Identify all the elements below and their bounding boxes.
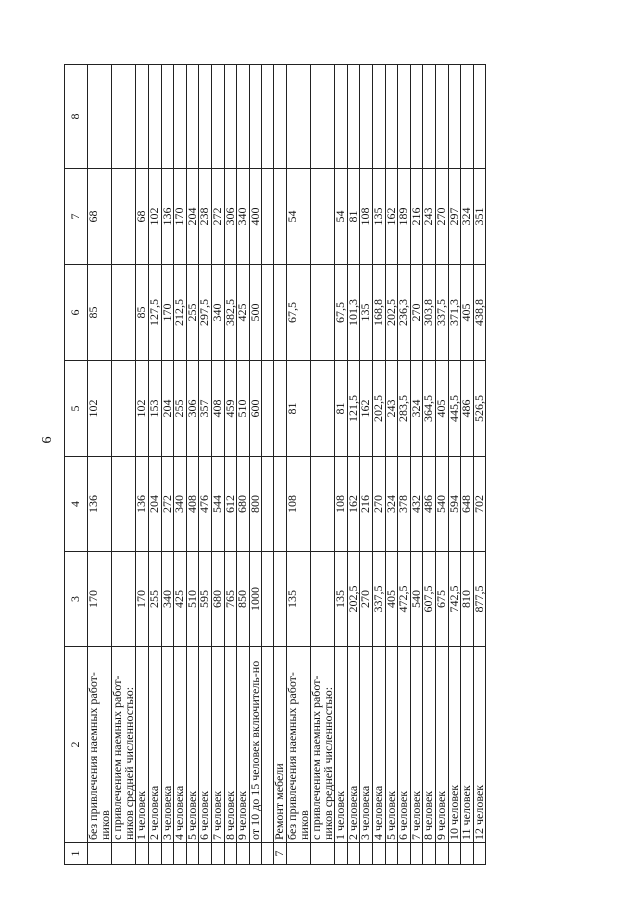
value-cell: 102: [148, 169, 161, 265]
value-cell: 438,8: [473, 265, 486, 361]
table-row: [199, 65, 212, 865]
value-cell: 607,5: [423, 552, 436, 647]
value-cell: 283,5: [398, 361, 411, 457]
value-cell: 68: [136, 169, 149, 265]
value-cell: 121,5: [347, 361, 360, 457]
value-cell: 612: [224, 457, 237, 552]
value-cell: 877,5: [473, 552, 486, 647]
value-cell: [436, 65, 449, 169]
activity-cell: 5 человек: [186, 647, 199, 843]
activity-cell: 12 человек: [473, 647, 486, 843]
value-cell: 648: [461, 457, 474, 552]
value-cell: [311, 265, 335, 361]
table-row: [224, 65, 237, 865]
value-cell: 202,5: [385, 265, 398, 361]
value-cell: 67,5: [335, 265, 348, 361]
spacer-row: [262, 65, 274, 865]
column-header: 4: [65, 457, 88, 552]
activity-cell: 2 человека: [148, 647, 161, 843]
row-number-cell: [335, 843, 348, 865]
table-row: [286, 65, 310, 865]
value-cell: 364,5: [423, 361, 436, 457]
value-cell: [286, 65, 310, 169]
value-cell: 255: [148, 552, 161, 647]
value-cell: [311, 457, 335, 552]
value-cell: 135: [286, 552, 310, 647]
value-cell: 500: [249, 265, 262, 361]
activity-cell: 1 человек: [335, 647, 348, 843]
column-header: 3: [65, 552, 88, 647]
table-row: [249, 65, 262, 865]
row-number-cell: [112, 843, 136, 865]
value-cell: [112, 65, 136, 169]
value-cell: 54: [335, 169, 348, 265]
value-cell: 54: [286, 169, 310, 265]
table-row: [186, 65, 199, 865]
activity-cell: Ремонт мебели: [274, 647, 287, 843]
value-cell: 408: [186, 457, 199, 552]
value-cell: [224, 65, 237, 169]
value-cell: 675: [436, 552, 449, 647]
value-cell: 850: [237, 552, 250, 647]
value-cell: [174, 65, 187, 169]
value-cell: 297: [448, 169, 461, 265]
empty-cell: [262, 457, 274, 552]
value-cell: [112, 361, 136, 457]
table-row: [136, 65, 149, 865]
value-cell: [148, 65, 161, 169]
value-cell: 204: [148, 457, 161, 552]
activity-cell: с привлечением наемных работ-ников средней численностью:: [311, 647, 335, 843]
value-cell: 270: [360, 552, 373, 647]
activity-cell: 7 человек: [211, 647, 224, 843]
column-header: 7: [65, 169, 88, 265]
activity-cell: 2 человека: [347, 647, 360, 843]
table-row: [423, 65, 436, 865]
row-number-cell: [286, 843, 310, 865]
value-cell: 136: [88, 457, 112, 552]
value-cell: 101,3: [347, 265, 360, 361]
value-cell: 544: [211, 457, 224, 552]
value-cell: [186, 65, 199, 169]
activity-cell: 6 человек: [398, 647, 411, 843]
value-cell: 243: [423, 169, 436, 265]
fee-table: [64, 64, 486, 865]
table-row: [436, 65, 449, 865]
page-number: 6: [40, 436, 55, 444]
row-number-cell: [148, 843, 161, 865]
value-cell: 378: [398, 457, 411, 552]
table-row: [398, 65, 411, 865]
row-number-cell: [174, 843, 187, 865]
value-cell: 127,5: [148, 265, 161, 361]
value-cell: [237, 65, 250, 169]
value-cell: 742,5: [448, 552, 461, 647]
value-cell: 526,5: [473, 361, 486, 457]
value-cell: 371,3: [448, 265, 461, 361]
value-cell: 432: [410, 457, 423, 552]
value-cell: 189: [398, 169, 411, 265]
value-cell: 800: [249, 457, 262, 552]
row-number-cell: [410, 843, 423, 865]
table-row: [385, 65, 398, 865]
table-row: [347, 65, 360, 865]
row-number-cell: [423, 843, 436, 865]
value-cell: 297,5: [199, 265, 212, 361]
table-row: [360, 65, 373, 865]
empty-cell: [262, 552, 274, 647]
table-row: [211, 65, 224, 865]
activity-cell: 3 человека: [161, 647, 174, 843]
value-cell: 600: [249, 361, 262, 457]
value-cell: 170: [174, 169, 187, 265]
row-number-cell: [448, 843, 461, 865]
value-cell: [136, 65, 149, 169]
row-number-cell: 7: [274, 843, 287, 865]
value-cell: 337,5: [373, 552, 386, 647]
activity-cell: от 10 до 15 человек включитель-но: [249, 647, 262, 843]
column-header: 6: [65, 265, 88, 361]
value-cell: [249, 65, 262, 169]
value-cell: 445,5: [448, 361, 461, 457]
value-cell: 81: [335, 361, 348, 457]
table-row: [161, 65, 174, 865]
value-cell: 204: [186, 169, 199, 265]
value-cell: 306: [186, 361, 199, 457]
value-cell: [423, 65, 436, 169]
value-cell: 340: [161, 552, 174, 647]
table-row: [112, 65, 136, 865]
value-cell: 81: [347, 169, 360, 265]
value-cell: 680: [211, 552, 224, 647]
value-cell: 351: [473, 169, 486, 265]
value-cell: [461, 65, 474, 169]
value-cell: 340: [174, 457, 187, 552]
value-cell: 540: [436, 457, 449, 552]
value-cell: 255: [174, 361, 187, 457]
activity-cell: 8 человек: [224, 647, 237, 843]
row-number-cell: [461, 843, 474, 865]
value-cell: 67,5: [286, 265, 310, 361]
value-cell: 270: [373, 457, 386, 552]
row-number-cell: [398, 843, 411, 865]
row-number-cell: [249, 843, 262, 865]
activity-cell: 9 человек: [436, 647, 449, 843]
activity-cell: 8 человек: [423, 647, 436, 843]
row-number-cell: [136, 843, 149, 865]
table-row: [148, 65, 161, 865]
activity-cell: 4 человека: [373, 647, 386, 843]
value-cell: [398, 65, 411, 169]
empty-cell: [262, 361, 274, 457]
value-cell: 472,5: [398, 552, 411, 647]
value-cell: 405: [436, 361, 449, 457]
table-row: [448, 65, 461, 865]
value-cell: 765: [224, 552, 237, 647]
value-cell: [473, 65, 486, 169]
value-cell: [199, 65, 212, 169]
empty-cell: [262, 65, 274, 169]
value-cell: 337,5: [436, 265, 449, 361]
value-cell: 85: [136, 265, 149, 361]
row-number-cell: [436, 843, 449, 865]
value-cell: 216: [360, 457, 373, 552]
table-row: [174, 65, 187, 865]
value-cell: 168,8: [373, 265, 386, 361]
activity-cell: с привлечением наемных работ-ников средней численностью:: [112, 647, 136, 843]
value-cell: 270: [436, 169, 449, 265]
value-cell: 425: [174, 552, 187, 647]
value-cell: 85: [88, 265, 112, 361]
row-number-cell: [311, 843, 335, 865]
table-row: [311, 65, 335, 865]
row-number-cell: [373, 843, 386, 865]
value-cell: 405: [461, 265, 474, 361]
value-cell: 595: [199, 552, 212, 647]
empty-cell: [262, 265, 274, 361]
value-cell: 408: [211, 361, 224, 457]
value-cell: 135: [335, 552, 348, 647]
value-cell: 486: [423, 457, 436, 552]
value-cell: 162: [360, 361, 373, 457]
row-number-cell: [224, 843, 237, 865]
activity-cell: 10 человек: [448, 647, 461, 843]
table-row: [473, 65, 486, 865]
value-cell: 170: [136, 552, 149, 647]
value-cell: 170: [88, 552, 112, 647]
column-header: 5: [65, 361, 88, 457]
table-container: [64, 65, 604, 865]
value-cell: 1000: [249, 552, 262, 647]
row-number-cell: [199, 843, 212, 865]
row-number-cell: [385, 843, 398, 865]
value-cell: 162: [385, 169, 398, 265]
value-cell: 324: [385, 457, 398, 552]
value-cell: [373, 65, 386, 169]
value-cell: 324: [461, 169, 474, 265]
activity-cell: без привлечения наемных работ-ников: [88, 647, 112, 843]
row-number-cell: [360, 843, 373, 865]
value-cell: 136: [136, 457, 149, 552]
column-number-row: [65, 65, 88, 865]
value-cell: 204: [161, 361, 174, 457]
value-cell: 594: [448, 457, 461, 552]
value-cell: 272: [211, 169, 224, 265]
table-row: [410, 65, 423, 865]
value-cell: 382,5: [224, 265, 237, 361]
value-cell: 216: [410, 169, 423, 265]
value-cell: 136: [161, 169, 174, 265]
activity-cell: 9 человек: [237, 647, 250, 843]
value-cell: [448, 65, 461, 169]
activity-cell: без привлечения наемных работ-ников: [286, 647, 310, 843]
value-cell: [211, 65, 224, 169]
value-cell: 238: [199, 169, 212, 265]
value-cell: 202,5: [373, 361, 386, 457]
value-cell: [347, 65, 360, 169]
value-cell: [274, 65, 287, 169]
table-row: [335, 65, 348, 865]
value-cell: 162: [347, 457, 360, 552]
value-cell: [410, 65, 423, 169]
value-cell: 340: [211, 265, 224, 361]
empty-cell: [262, 169, 274, 265]
value-cell: 510: [237, 361, 250, 457]
value-cell: [360, 65, 373, 169]
value-cell: 108: [286, 457, 310, 552]
value-cell: [112, 265, 136, 361]
value-cell: [311, 361, 335, 457]
value-cell: 153: [148, 361, 161, 457]
value-cell: 135: [373, 169, 386, 265]
value-cell: 306: [224, 169, 237, 265]
value-cell: 255: [186, 265, 199, 361]
value-cell: 486: [461, 361, 474, 457]
table-row: [461, 65, 474, 865]
value-cell: 108: [360, 169, 373, 265]
value-cell: 324: [410, 361, 423, 457]
row-number-cell: [473, 843, 486, 865]
activity-cell: 4 человека: [174, 647, 187, 843]
value-cell: 270: [410, 265, 423, 361]
value-cell: 170: [161, 265, 174, 361]
value-cell: 243: [385, 361, 398, 457]
value-cell: 236,3: [398, 265, 411, 361]
row-number-cell: [237, 843, 250, 865]
value-cell: [385, 65, 398, 169]
value-cell: 357: [199, 361, 212, 457]
activity-cell: 7 человек: [410, 647, 423, 843]
row-number-cell: [347, 843, 360, 865]
value-cell: 102: [136, 361, 149, 457]
value-cell: 303,8: [423, 265, 436, 361]
activity-cell: 11 человек: [461, 647, 474, 843]
value-cell: 340: [237, 169, 250, 265]
value-cell: 459: [224, 361, 237, 457]
value-cell: [112, 169, 136, 265]
value-cell: 108: [335, 457, 348, 552]
value-cell: 272: [161, 457, 174, 552]
value-cell: 81: [286, 361, 310, 457]
activity-cell: 3 человека: [360, 647, 373, 843]
value-cell: [161, 65, 174, 169]
activity-cell: 1 человек: [136, 647, 149, 843]
value-cell: 476: [199, 457, 212, 552]
table-row: [88, 65, 112, 865]
value-cell: [112, 457, 136, 552]
row-number-cell: [161, 843, 174, 865]
value-cell: 810: [461, 552, 474, 647]
value-cell: 680: [237, 457, 250, 552]
table-row: [373, 65, 386, 865]
column-header: 8: [65, 65, 88, 169]
value-cell: [311, 552, 335, 647]
column-header: 2: [65, 647, 88, 843]
row-number-cell: [88, 843, 112, 865]
value-cell: 68: [88, 169, 112, 265]
value-cell: 540: [410, 552, 423, 647]
value-cell: 510: [186, 552, 199, 647]
value-cell: [88, 65, 112, 169]
activity-cell: 6 человек: [199, 647, 212, 843]
value-cell: 212,5: [174, 265, 187, 361]
value-cell: [335, 65, 348, 169]
value-cell: 135: [360, 265, 373, 361]
value-cell: 425: [237, 265, 250, 361]
value-cell: 702: [473, 457, 486, 552]
value-cell: 405: [385, 552, 398, 647]
row-number-cell: [211, 843, 224, 865]
value-cell: [112, 552, 136, 647]
row-number-cell: [186, 843, 199, 865]
activity-cell: 5 человек: [385, 647, 398, 843]
value-cell: 102: [88, 361, 112, 457]
value-cell: [311, 169, 335, 265]
value-cell: 202,5: [347, 552, 360, 647]
column-header: 1: [65, 843, 88, 865]
value-cell: [311, 65, 335, 169]
value-cell: 400: [249, 169, 262, 265]
